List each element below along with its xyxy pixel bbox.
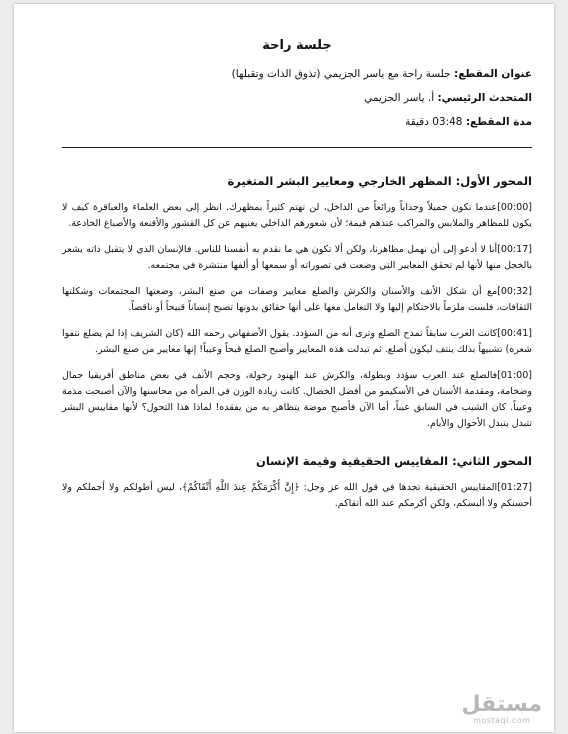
timestamp: [01:00] [497,370,532,381]
meta-value: أ. ياسر الجزيمي [364,92,435,104]
transcript-segment [62,368,532,432]
logo-latin: mostaql.com [473,716,531,725]
section-heading: المحور الأول: المظهر الخارجي ومعايير البشر المتغيرة [227,174,532,188]
meta-label: عنوان المقطع: [454,68,532,80]
transcript-segment [62,200,532,232]
timestamp: [00:17] [497,244,532,255]
segment-text: أنا لا أدعو إلى أن نهمل مظاهرنا، ولكن ألا تكون هي ما نقدم به أنفسنا للناس. فالإنسان الذي لا يتقبل ذاته يشعر بالخجل منها لأنها لم تحقق المعايير التي وضعت في تصوراته أو سمعها أو ألفها منتشرة في مجتمعه. [62,244,532,271]
section-heading: المحور الثاني: المقاييس الحقيقية وقيمة الإنسان [256,454,532,468]
meta-label: مدة المقطع: [465,116,532,128]
timestamp: [00:00] [497,202,532,213]
section-2 [62,454,532,512]
meta-value: جلسة راحة مع ياسر الجزيمي (تذوق الذات وتقبلها) [231,68,451,80]
timestamp: [01:27] [497,482,532,493]
transcript-segment [62,480,532,512]
segment-text: عندما تكون جميلاً وجذاباً ورائعاً من الداخل، لن تهتم كثيراً بمظهرك. انظر إلى بعض العلماء والعباقرة كيف لا يكون للمظاهر والملابس والمراكب عندهم قيمة؛ لأن شعورهم الداخلي يغنيهم عن كل القشور والأقنعة والأصباغ الخادعة. [62,202,532,229]
meta-value: 03:48 دقيقة [405,116,463,128]
mostaql-watermark-logo [462,694,542,726]
document-page [14,4,554,732]
horizontal-divider [62,147,532,148]
logo-arabic: مستقل [461,692,542,717]
segment-text: مع أن شكل الأنف والأسنان والكرش والصلع معايير وصفات من صنع البشر، وضعتها المجتمعات وشكلتها الثقافات، فلست ملزماً بالاحتكام إليها ولا التعامل معها على أنها حقائق بدونها تصبح إنساناً قبيحاً أو ناقصاً. [62,286,532,313]
meta-label: المتحدث الرئيسي: [437,92,532,104]
segment-text: كانت العرب سابقاً تمدح الصلع وترى أنه من السؤدد. يقول الأصفهاني رحمه الله (كان الشريف إذا لم يصلع نتفوا شعره) تشبيهاً بذلك ينتف ليكون أصلع. ثم تبدلت هذه المعايير وأصبح الصلع قبحاً وعيباً! إنها معايير من صنع البشر. [62,328,532,355]
transcript-segment [62,326,532,358]
meta-speaker [62,91,532,105]
transcript-segment [62,284,532,316]
document-title: جلسة راحة [262,38,332,53]
segment-text: فالصلع عند العرب سؤدد وبطولة، والكرش عند الهنود رجولة، وحجم الأنف في بعض مناطق أفريقيا جمال وضخامة، ومقدمة الأسنان في الأسكيمو من أفضل الخصال. كانت زيادة الوزن في المرأة من محاسنها والآن أصبحت مذمة وعيباً. كان الشيب في السابق عيباً، أما الآن فأصبح موضة يتظاهر به من يفقده! لماذا هذا التحول؟ لأنها مقاييس البشر تتبدل بتبدل الأحوال والأيام. [62,370,532,429]
transcript-segment [62,242,532,274]
timestamp: [00:32] [497,286,532,297]
document-body [62,38,532,522]
timestamp: [00:41] [497,328,532,339]
section-1 [62,174,532,432]
meta-clip-title [62,67,532,81]
segment-text: المقاييس الحقيقية تجدها في قول الله عز وجل: ﴿إِنَّ أَكْرَمَكُمْ عِندَ اللَّهِ أَتْقَاكُمْ﴾، ليس أطولكم ولا أجملكم ولا أحسنكم ولا ألبسكم، ولكن أكرمكم عند الله أتقاكم. [62,482,532,509]
meta-duration [62,115,532,129]
